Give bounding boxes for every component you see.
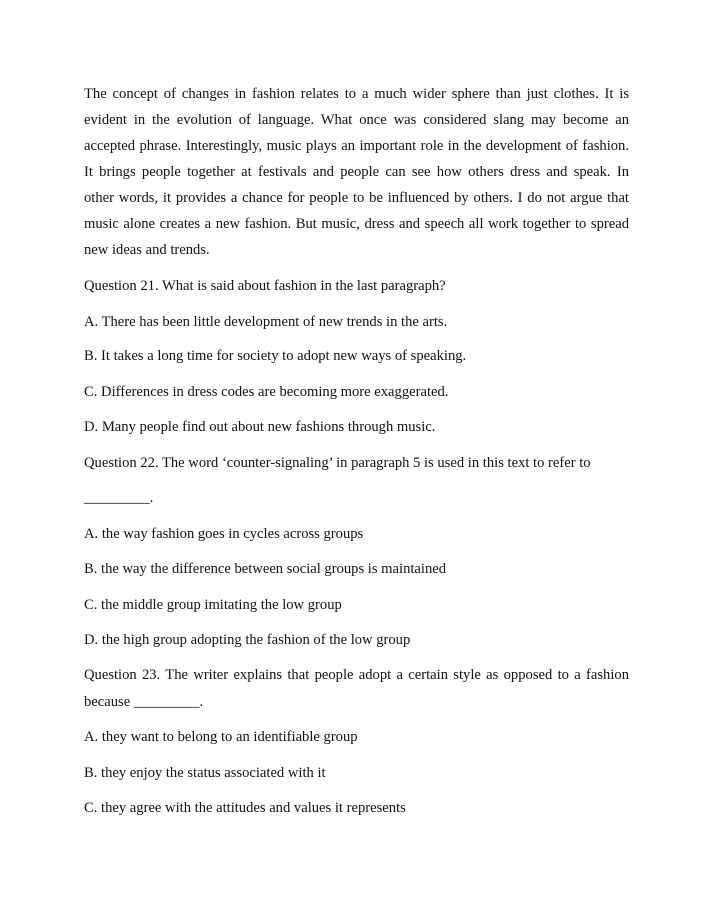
question-blank: _________. — [84, 490, 154, 506]
answer-option-a: A. they want to belong to an identifiable group — [84, 729, 358, 745]
answer-option-b: B. It takes a long time for society to adopt new ways of speaking. — [84, 348, 467, 364]
question-stem-continued: because _________. — [84, 694, 204, 710]
question-stem: Question 22. The word ‘counter-signaling’ in paragraph 5 is used in this text to refer to — [84, 455, 591, 471]
passage-line: The concept of changes in fashion relates to a much wider sphere than just clothes. It is — [84, 86, 629, 102]
answer-option-c: C. they agree with the attitudes and values it represents — [84, 800, 406, 816]
answer-option-c: C. the middle group imitating the low group — [84, 597, 342, 613]
passage-line: accepted phrase. Interestingly, music plays an important role in the development of fashion. — [84, 138, 629, 154]
passage-line: other words, it provides a chance for people to be influenced by others. I do not argue that — [84, 190, 629, 206]
answer-option-a: A. There has been little development of new trends in the arts. — [84, 314, 448, 330]
answer-option-c: C. Differences in dress codes are becoming more exaggerated. — [84, 384, 449, 400]
passage-line: evident in the evolution of language. What once was considered slang may become an — [84, 112, 629, 128]
passage-line: It brings people together at festivals and people can see how others dress and speak. In — [84, 164, 629, 180]
answer-option-d: D. the high group adopting the fashion of the low group — [84, 632, 411, 648]
passage-line: new ideas and trends. — [84, 242, 210, 258]
question-stem: Question 21. What is said about fashion in the last paragraph? — [84, 278, 446, 294]
passage-line: music alone creates a new fashion. But music, dress and speech all work together to spread — [84, 216, 629, 232]
answer-option-b: B. they enjoy the status associated with it — [84, 765, 326, 781]
answer-option-d: D. Many people find out about new fashions through music. — [84, 419, 436, 435]
answer-option-a: A. the way fashion goes in cycles across groups — [84, 526, 364, 542]
question-stem: Question 23. The writer explains that people adopt a certain style as opposed to a fashion — [84, 667, 629, 683]
answer-option-b: B. the way the difference between social groups is maintained — [84, 561, 447, 577]
